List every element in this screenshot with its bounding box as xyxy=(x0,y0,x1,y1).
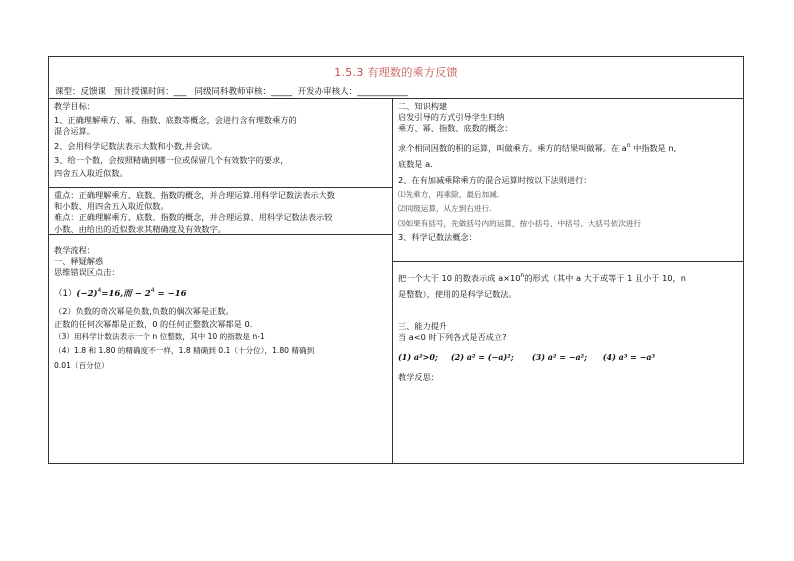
concept-line xyxy=(398,140,676,154)
item-1-end: = −16 xyxy=(154,288,187,299)
course-type: 课型：反馈课 xyxy=(55,87,107,97)
goal-line: 2、会用科学记数法表示大数和小数,并会读。 xyxy=(54,140,218,151)
key-point-line: 和小数、用四舍五入取近似数。 xyxy=(54,201,169,212)
lesson-table xyxy=(48,56,744,464)
item-1-exp-b: 4 xyxy=(150,286,155,294)
sci-sup: n xyxy=(520,272,525,279)
option-3: (3) a² = −a²; xyxy=(531,352,588,363)
page-title: 1.5.3 有理数的乘方反馈 xyxy=(334,66,458,79)
goal-line: 四舍五入取近似数。 xyxy=(54,168,128,179)
section-heading: 一、释疑解惑 xyxy=(54,256,104,267)
item-1-exp-a: 4 xyxy=(97,286,102,294)
concept-line: 底数是 a. xyxy=(398,158,433,169)
rule-line: ⑶如果有括号，先做括号内的运算，按小括号、中括号、大括号依次进行 xyxy=(398,218,641,228)
guide-text: 启发引导的方式引导学生归纳 xyxy=(398,112,505,123)
process-title: 教学流程： xyxy=(54,245,95,255)
goal-line: 混合运算。 xyxy=(54,126,95,137)
key-points-cell xyxy=(54,190,335,235)
reflection-label: 教学反思： xyxy=(398,371,439,382)
item-1 xyxy=(54,285,314,300)
option-4: (4) a³ = −a³ xyxy=(602,352,656,363)
rule-intro: 2、在有加减乘除乘方的混合运算时按以下法则进行： xyxy=(398,175,592,186)
item-1-prefix: （1） xyxy=(54,288,77,299)
divider xyxy=(49,187,392,188)
difficulty-line: 小数、由给出的近似数求其精确度及有效数字。 xyxy=(54,223,226,234)
error-title: 思维错误区点击： xyxy=(54,267,120,278)
item-line: 正数的任何次幂都是正数，0 的任何正整数次幂都是 0. xyxy=(54,319,253,330)
peer-review: 同级同科教师审核：_____ xyxy=(194,87,293,97)
question-text: 当 a<0 时下列各式是否成立? xyxy=(398,332,507,343)
difficulty-line: 难点：正确理解乘方、底数、指数的概念，并合理运算、用科学记数法表示较 xyxy=(54,212,333,223)
divider xyxy=(392,261,743,262)
planned-time: 预计授课时间：___ xyxy=(114,87,187,97)
sci-title: 3、科学记数法概念： xyxy=(398,231,477,242)
dev-review: 开发办审核人：____________ xyxy=(297,87,409,97)
goal-line: 1、正确理解乘方、幂、指数、底数等概念，会进行含有理数乘方的 xyxy=(54,115,297,126)
sci-line: 是整数），使用的是科学记数法。 xyxy=(398,289,517,300)
sci-cell xyxy=(398,265,686,300)
item-line: （2）负数的奇次幂是负数,负数的偶次幂是正数。 xyxy=(54,305,234,316)
options-row xyxy=(398,352,655,363)
key-point-line: 重点：正确理解乘方、底数、指数的概念，并合理运算.用科学记数法表示大数 xyxy=(54,190,335,200)
item-1-expr-a: (−2) xyxy=(76,288,98,299)
sci-text-a: 把一个大于 10 的数表示成 a×10 xyxy=(398,273,521,283)
knowledge-cell xyxy=(398,101,676,243)
item-line: （4）1.8 和 1.80 的精确度不一样，1.8 精确到 0.1（十分位），1.80 精确到 xyxy=(54,346,315,356)
concept-text: 求个相同因数的积的运算，叫做乘方。乘方的结果叫做幂。在 a xyxy=(398,142,627,153)
concept-title: 乘方、幂、指数、底数的概念： xyxy=(398,123,513,134)
option-2: (2) a² = (−a)²; xyxy=(450,352,514,363)
goal-line: 3、给一个数，会按照精确到哪一位或保留几个有效数字的要求， xyxy=(54,154,289,165)
rule-line: ⑵同级运算，从左到右进行. xyxy=(398,204,492,214)
process-cell xyxy=(54,245,314,371)
divider xyxy=(392,98,393,464)
concept-sup: n xyxy=(626,141,631,149)
section-heading: 二、知识构建 xyxy=(398,101,448,111)
divider xyxy=(49,98,743,99)
item-1-mid: =16,而 − 2 xyxy=(101,288,151,299)
subheader-row xyxy=(55,85,408,97)
section-heading: 三、能力提升 xyxy=(398,321,448,331)
item-line: 0.01（百分位） xyxy=(54,360,109,370)
item-line: （3）用科学计数法表示一个 n 位整数，其中 10 的指数是 n-1 xyxy=(54,332,265,342)
sci-line xyxy=(398,270,686,284)
ability-cell xyxy=(398,321,655,383)
goals-title: 教学目标： xyxy=(54,101,95,111)
sci-text-b: 的形式（其中 a 大于或等于 1 且小于 10，n xyxy=(524,273,686,283)
option-1: (1) a²>0; xyxy=(398,352,438,363)
goals-cell xyxy=(54,101,297,179)
rule-line: ⑴先乘方，再乘除，最后加减. xyxy=(398,190,500,200)
concept-text-end: 中指数是 n, xyxy=(630,142,677,153)
